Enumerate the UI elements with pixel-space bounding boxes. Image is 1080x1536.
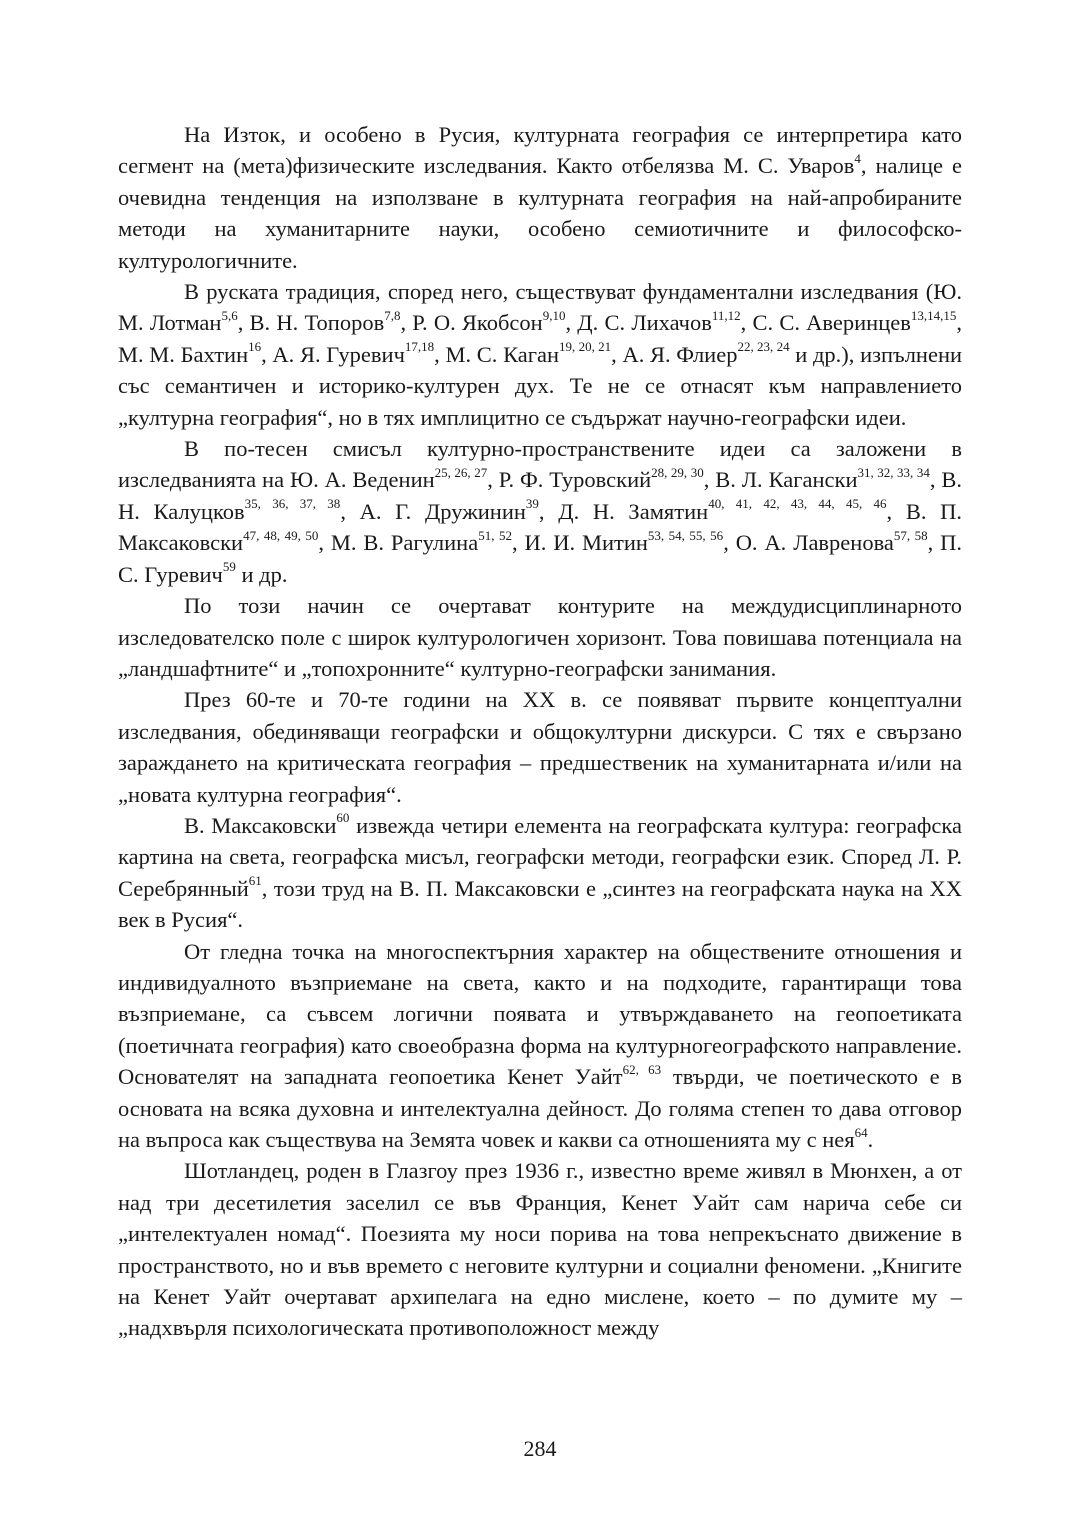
text-run: твърди, че поетическото е в основата на всяка духовна и интелектуална дейност. До голяма степен то дава отговор на въпроса как съществува на Земята човек и какви са отношенията му с нея xyxy=(118,1064,962,1152)
text-run: , М. С. Каган xyxy=(434,341,560,367)
paragraph xyxy=(118,276,962,433)
text-run: , В. Л. Кагански xyxy=(703,467,858,493)
footnote-reference: 40, 41, 42, 43, 44, 45, 46 xyxy=(708,496,887,512)
paragraph xyxy=(118,119,962,276)
text-run: , П. С. Гуревич xyxy=(118,530,963,587)
text-run: , А. Я. Гуревич xyxy=(261,341,405,367)
text-run: През 60-те и 70-те години на XX в. се появяват първите концептуални изследвания, обединяващи географски и общокултурни дискурси. С тях е свързано зараждането на критическата география – предшественик на хуманитарната и/или на „новата културна география“. xyxy=(118,687,962,807)
footnote-reference: 4 xyxy=(854,150,861,166)
text-run: От гледна точка на многоспектърния характер на обществените отношения и индивидуалното възприемане на света, както и на подходите, гарантиращи това възприемане, са съвсем логични появата и утвърждаването на геопоетиката (поетичната география) като своеобразна форма на културногеографското направление. Основателят на западната геопоетика Кенет Уайт xyxy=(118,938,962,1090)
text-run: , Д. С. Лихачов xyxy=(565,310,712,336)
text-run: На Изток, и особено в Русия, културната география се интерпретира като сегмент на (мета)физическите изследвания. Както отбелязва М. С. Уваров xyxy=(118,122,962,179)
text-run: , В. П. Максаковски xyxy=(118,498,963,556)
footnote-reference: 5,6 xyxy=(221,307,238,323)
text-run: В руската традиция, според него, съществуват фундаментални изследвания (Ю. М. Лотман xyxy=(118,279,962,336)
text-run: В по-тесен смисъл културно-пространствените идеи са заложени в изследванията на Ю. А. Веденин xyxy=(118,436,962,493)
text-run: , И. И. Митин xyxy=(511,530,648,556)
paragraph xyxy=(118,433,962,590)
text-run: По този начин се очертават контурите на междудисциплинарното изследователско поле с широк културологичен хоризонт. Това повишава потенциала на „ландшафтните“ и „топохронните“ културно-географски занимания. xyxy=(118,593,962,681)
text-run: В. Максаковски xyxy=(184,812,337,838)
body-text xyxy=(118,119,962,1344)
footnote-reference: 9,10 xyxy=(542,307,566,323)
text-run: , налице е очевидна тенденция на използване в културната география на най-апробираните методи на хуманитарните науки, особено семиотичните и философско-културологичните. xyxy=(118,153,962,273)
text-run: , А. Я. Флиер xyxy=(611,341,738,367)
footnote-reference: 60 xyxy=(336,810,350,826)
footnote-reference: 22, 23, 24 xyxy=(737,339,790,355)
footnote-reference: 57, 58 xyxy=(893,527,928,543)
footnote-reference: 53, 54, 55, 56 xyxy=(647,527,724,543)
text-run: , М. В. Рагулина xyxy=(318,530,479,556)
footnote-reference: 61 xyxy=(248,873,262,889)
text-run: , Д. Н. Замятин xyxy=(538,498,709,524)
footnote-reference: 19, 20, 21 xyxy=(559,339,612,355)
paragraph xyxy=(118,684,962,810)
footnote-reference: 7,8 xyxy=(384,307,401,323)
footnote-reference: 31, 32, 33, 34 xyxy=(857,464,930,480)
paragraph xyxy=(118,1155,962,1343)
text-run: , М. М. Бахтин xyxy=(118,310,963,367)
footnote-reference: 16 xyxy=(248,339,262,355)
text-run: Шотландец, роден в Глазгоу през 1936 г., известно време живял в Мюнхен, а от над три десетилетия заселил се във Франция, Кенет Уайт сам нарича себе си „интелектуален номад“. Поезията му носи порива на това непрекъснато движение в пространството, но и във времето с неговите културни и социални феномени. „Книгите на Кенет Уайт очертават архипелага на едно мислене, което – по думите му – „надхвърля психологическата противоположност между xyxy=(118,1158,962,1341)
paragraph xyxy=(118,590,962,684)
footnote-reference: 35, 36, 37, 38 xyxy=(244,496,341,512)
footnote-reference: 64 xyxy=(854,1124,868,1140)
footnote-reference: 25, 26, 27 xyxy=(434,464,488,480)
text-run: , Р. Ф. Туровский xyxy=(487,467,652,493)
text-run: , С. С. Аверинцев xyxy=(740,310,911,336)
text-run: . xyxy=(867,1127,874,1152)
footnote-reference: 28, 29, 30 xyxy=(651,464,704,480)
text-run: и др.), изпълнени със семантичен и историко-културен дух. Те не се отнасят към направлението „културна география“, но в тях имплицитно се съдържат научно-географски идеи. xyxy=(118,341,963,430)
footnote-reference: 47, 48, 49, 50 xyxy=(243,527,319,543)
footnote-reference: 59 xyxy=(222,559,236,575)
text-run: , Р. О. Якобсон xyxy=(400,310,543,336)
page-number: 284 xyxy=(523,1436,557,1461)
text-run: извежда четири елемента на географската култура: географска картина на света, географска мисъл, географски методи, географски език. Според Л. Р. Серебрянный xyxy=(118,812,962,901)
footnote-reference: 11,12 xyxy=(711,307,741,323)
text-run: , този труд на В. П. Максаковски е „синтез на географската наука на XX век в Русия“. xyxy=(118,875,962,933)
footnote-reference: 13,14,15 xyxy=(910,307,957,323)
text-run: , О. А. Лавренова xyxy=(723,530,894,556)
paragraph xyxy=(118,936,962,1156)
text-run: , В. Н. Топоров xyxy=(237,310,385,336)
text-run: , В. Н. Калуцков xyxy=(118,467,963,524)
paragraph xyxy=(118,810,962,936)
footnote-reference: 17,18 xyxy=(404,339,435,355)
text-run: , А. Г. Дружинин xyxy=(340,498,526,524)
footnote-reference: 51, 52 xyxy=(478,527,512,543)
footnote-reference: 62, 63 xyxy=(622,1061,662,1077)
footnote-reference: 39 xyxy=(525,496,539,512)
text-run: и др. xyxy=(235,561,288,587)
